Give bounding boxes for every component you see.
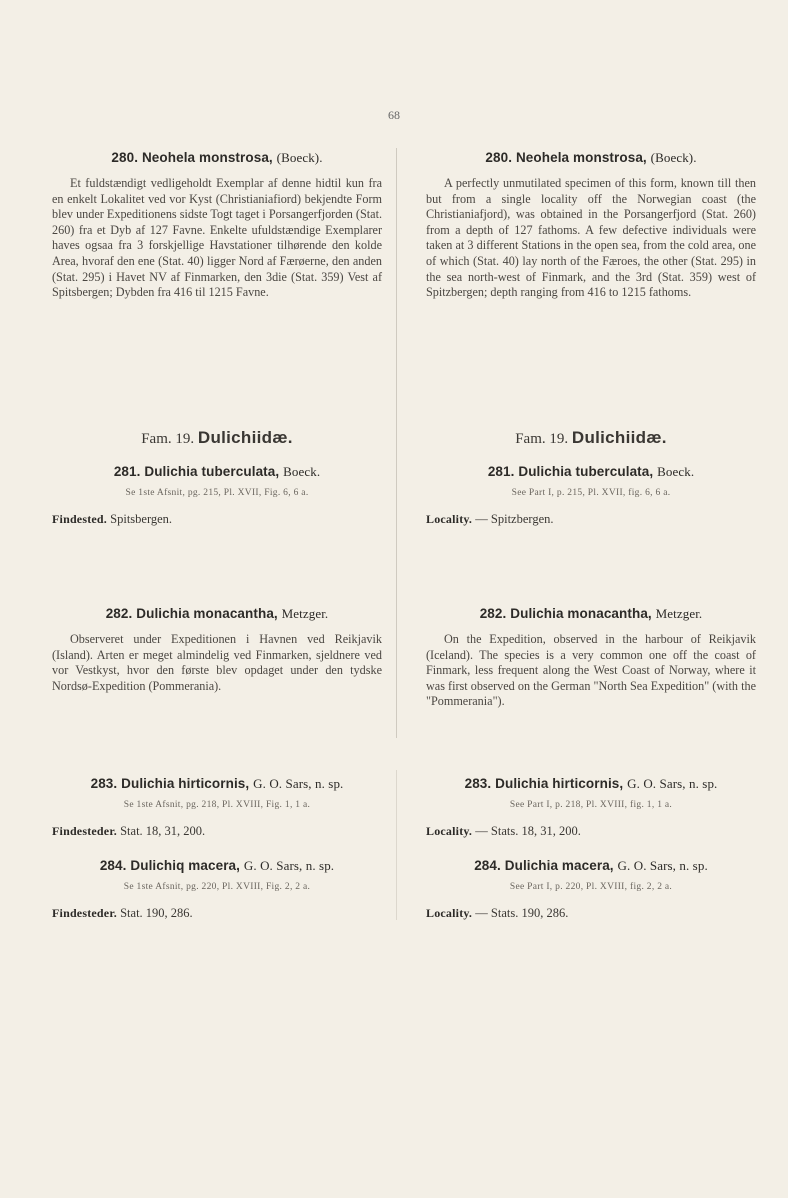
species-280-title [426, 150, 756, 166]
species-number: 283. [464, 776, 492, 791]
family-heading [426, 428, 756, 448]
species-283-title [426, 776, 756, 792]
species-author: G. O. Sars, n. sp. [243, 858, 335, 873]
species-284-locality [426, 906, 756, 921]
species-name: Dulichia hirticornis, [121, 776, 250, 791]
locality-value: — Stats. 190, 286. [475, 906, 569, 920]
species-number: 284. [474, 858, 501, 873]
species-281-entry [52, 464, 382, 527]
species-283-entry [426, 776, 756, 839]
column-divider-lower [396, 770, 397, 920]
species-author: Metzger. [655, 606, 703, 621]
family-label: Fam. 19. [515, 431, 569, 447]
species-281-reference: See Part I, p. 215, Pl. XVII, fig. 6, 6 a. [511, 488, 671, 498]
species-author: Boeck. [283, 464, 321, 479]
species-number: 281. [487, 464, 515, 479]
species-281-locality [426, 512, 756, 527]
species-284-title [426, 858, 756, 874]
species-284-reference: Se 1ste Afsnit, pg. 220, Pl. XVIII, Fig. 2, 2 a. [123, 882, 311, 892]
species-284-entry [52, 858, 382, 921]
species-author: G. O. Sars, n. sp. [617, 858, 708, 873]
species-name: Dulichia hirticornis, [495, 776, 624, 791]
locality-label: Locality. [426, 906, 473, 920]
species-name: Dulichia monacantha, [136, 606, 278, 621]
species-280-title [52, 150, 382, 166]
species-280-description: Et fuldstændigt vedligeholdt Exemplar af denne hidtil kun fra en enkelt Lokalitet ved vor Kyst (Christianiafiord) bekjendte Form blev under Expeditionens sidste Togt taget i Porsangerfjorden (Stat. 260) fra et Dyb af 127 Favne. Enkelte ufuldstændige Exemplarer haves ogsaa fra 3 forskjellige Havstationer tilhørende den kolde Area, hvoraf den ene (Stat. 40) ligger Nord af Færøerne, den anden (Stat. 295) i Havet NV af Finmarken, den 3die (Stat. 359) Vest af Spitsbergen; Dybden fra 416 til 1215 Favne. [52, 176, 382, 300]
species-name: Dulichia tuberculata, [144, 464, 280, 479]
species-282-description: On the Expedition, observed in the harbour of Reikjavik (Iceland). The species is a very common one off the coast of Finmark, less frequent along the West Coast of Norway, where it was first observed on the German "North Sea Expedition" (with the "Pommerania"). [426, 632, 756, 709]
species-281-reference: Se 1ste Afsnit, pg. 215, Pl. XVII, Fig. 6, 6 a. [125, 488, 309, 498]
species-author: G. O. Sars, n. sp. [253, 776, 344, 791]
species-name: Dulichia monacantha, [510, 606, 652, 621]
species-283-reference: Se 1ste Afsnit, pg. 218, Pl. XVIII, Fig. 1, 1 a. [123, 800, 311, 810]
species-280-entry [426, 150, 756, 301]
locality-label: Findesteder. [52, 906, 117, 920]
species-283-locality [426, 824, 756, 839]
species-283-entry [52, 776, 382, 839]
species-name: Dulichiq macera, [130, 858, 241, 873]
family-name: Dulichiidæ. [571, 428, 667, 447]
species-number: 280. [485, 150, 513, 165]
species-283-title [52, 776, 382, 792]
species-281-title [52, 464, 382, 480]
species-number: 282. [105, 606, 133, 621]
species-284-reference: See Part I, p. 220, Pl. XVIII, fig. 2, 2 a. [509, 882, 673, 892]
locality-value: — Stats. 18, 31, 200. [475, 824, 581, 838]
species-283-reference: See Part I, p. 218, Pl. XVIII, fig. 1, 1 a. [509, 800, 673, 810]
locality-label: Locality. [426, 512, 473, 526]
species-number: 283. [90, 776, 118, 791]
species-281-entry [426, 464, 756, 527]
species-280-entry [52, 150, 382, 301]
family-heading [52, 428, 382, 448]
species-283-locality [52, 824, 382, 839]
species-284-locality [52, 906, 382, 921]
species-name: Dulichia macera, [504, 858, 614, 873]
locality-label: Locality. [426, 824, 473, 838]
locality-value: Stat. 18, 31, 200. [120, 824, 206, 838]
locality-label: Findested. [52, 512, 108, 526]
species-282-title [52, 606, 382, 622]
family-label: Fam. 19. [141, 431, 195, 447]
page-number: 68 [388, 108, 400, 122]
species-author: G. O. Sars, n. sp. [627, 776, 718, 791]
species-284-entry [426, 858, 756, 921]
species-author: Boeck. [657, 464, 695, 479]
species-281-title [426, 464, 756, 480]
locality-value: — Spitzbergen. [475, 512, 554, 526]
column-divider [396, 148, 397, 738]
locality-label: Findesteder. [52, 824, 117, 838]
species-author: Metzger. [281, 606, 329, 621]
species-284-title [52, 858, 382, 874]
family-name: Dulichiidæ. [197, 428, 293, 447]
species-name: Dulichia tuberculata, [518, 464, 654, 479]
species-author: (Boeck). [276, 150, 323, 165]
species-number: 284. [99, 858, 127, 873]
species-name: Neohela monstrosa, [141, 150, 273, 165]
species-number: 280. [111, 150, 139, 165]
species-name: Neohela monstrosa, [515, 150, 647, 165]
species-280-description: A perfectly unmutilated specimen of this form, known till then but from a single locality off the Norwegian coast (the Christianiafjord), was obtained in the Porsangerfjord (Stat. 260) from a depth of 127 fathoms. A few defective individuals were taken at 3 different Stations in the open sea, from the cold area, one of which (Stat. 40) lay north of the Færoes, the other (Stat. 295) in the sea north-west of Finmark, and the 3rd (Stat. 359) west of Spitzbergen; depth ranging from 416 to 1215 fathoms. [426, 176, 756, 300]
species-282-description: Observeret under Expeditionen i Havnen ved Reikjavik (Island). Arten er meget almindelig ved Finmarken, sjeldnere ved vor Vestkyst, hvor den første blev opdaget under den tydske Nordsø-Expedition (Pommerania). [52, 632, 382, 693]
species-number: 281. [113, 464, 141, 479]
species-author: (Boeck). [650, 150, 697, 165]
species-282-entry [426, 606, 756, 710]
locality-value: Spitsbergen. [110, 512, 173, 526]
species-281-locality [52, 512, 382, 527]
species-282-entry [52, 606, 382, 694]
species-number: 282. [479, 606, 507, 621]
locality-value: Stat. 190, 286. [120, 906, 193, 920]
species-282-title [426, 606, 756, 622]
